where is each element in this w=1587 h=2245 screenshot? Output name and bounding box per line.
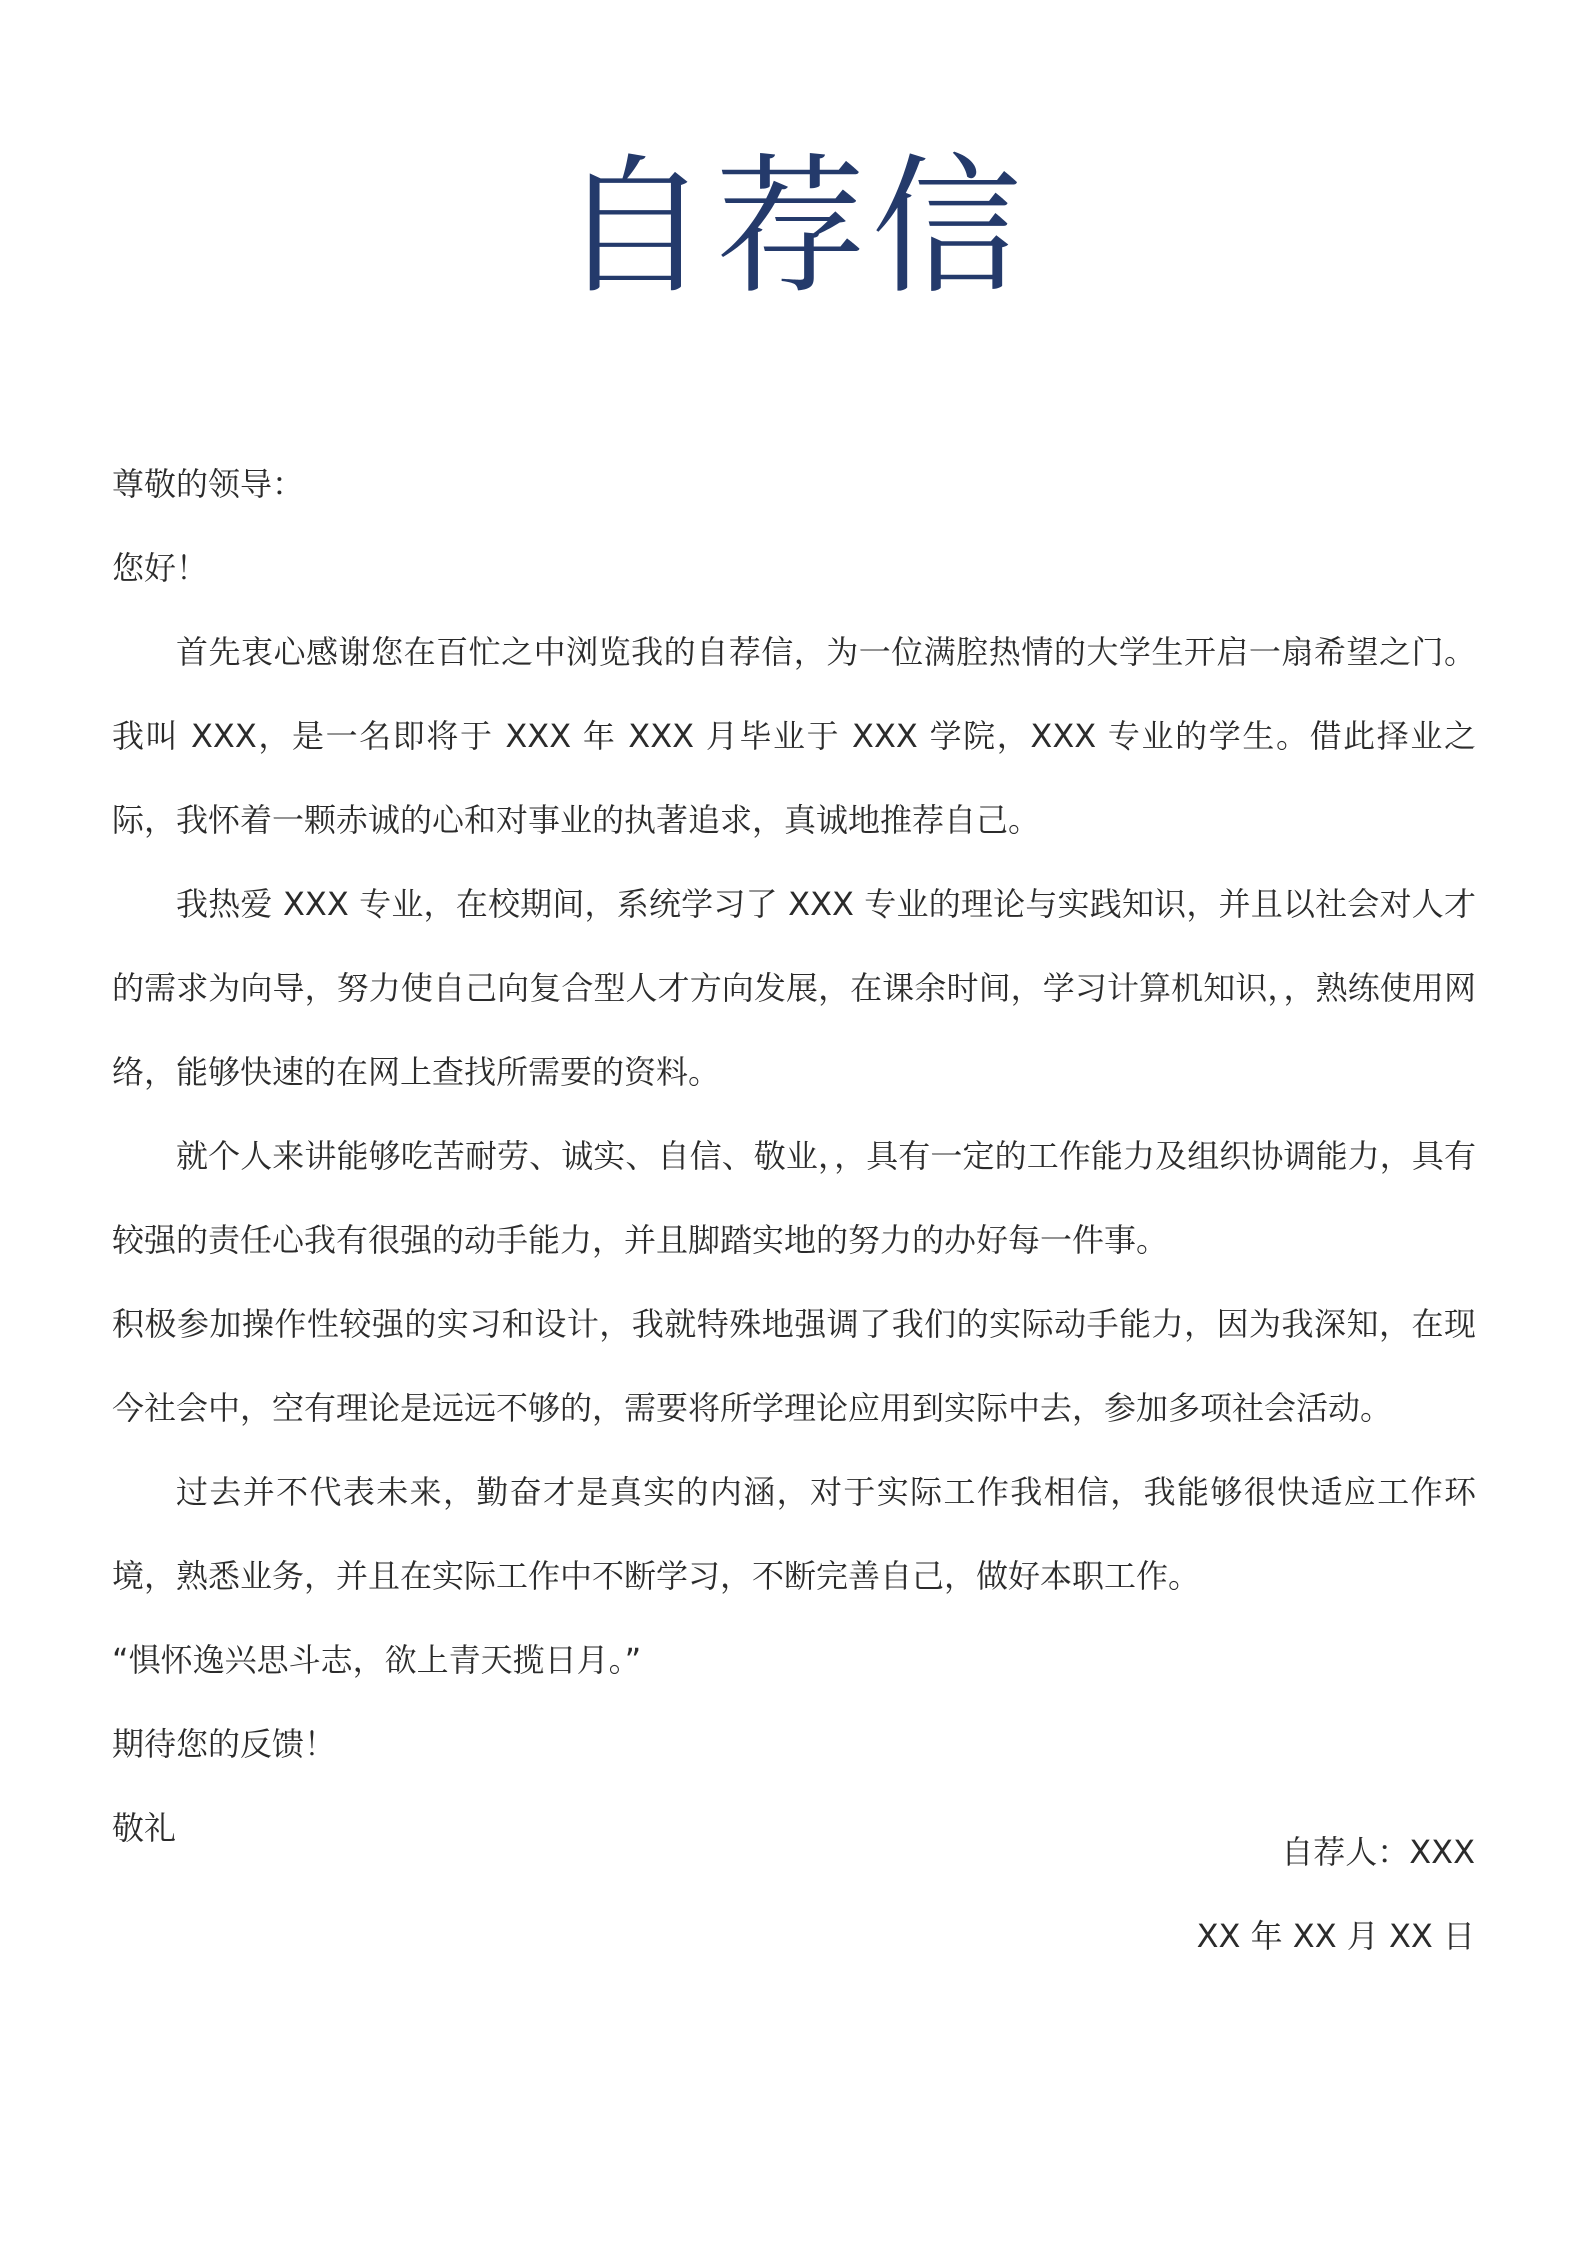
quote: “惧怀逸兴思斗志，欲上青天揽日月。”	[112, 1641, 642, 1679]
greeting: 您好！	[112, 549, 209, 587]
closing-regards: 敬礼	[112, 1809, 177, 1847]
date: XX 年 XX 月 XX 日	[1196, 1917, 1475, 1955]
paragraph: 首先衷心感谢您在百忙之中浏览我的自荐信，为一位满腔热情的大学生开启一扇希望之门。我叫 XXX，是一名即将于 XXX 年 XXX 月毕业于 XXX 学院，XXX 专业的学生。借此择业之际，我怀着一颗赤诚的心和对事业的执著追求，真诚地推荐自己。	[112, 633, 1476, 839]
salutation: 尊敬的领导：	[112, 465, 305, 503]
paragraph: 我热爱 XXX 专业，在校期间，系统学习了 XXX 专业的理论与实践知识，并且以社会对人才的需求为向导，努力使自己向复合型人才方向发展，在课余时间，学习计算机知识，，熟练使用网络，能够快速的在网上查找所需要的资料。	[112, 885, 1476, 1091]
signature-block	[875, 1810, 1475, 1978]
signer: 自荐人：XXX	[1281, 1833, 1475, 1871]
paragraph: 就个人来讲能够吃苦耐劳、诚实、自信、敬业，，具有一定的工作能力及组织协调能力，具有较强的责任心我有很强的动手能力，并且脚踏实地的努力的办好每一件事。	[112, 1137, 1476, 1259]
closing-line: 期待您的反馈！	[112, 1725, 337, 1763]
letter-body	[112, 442, 1476, 1870]
page-title: 自荐信	[559, 141, 1028, 315]
paragraph: 积极参加操作性较强的实习和设计，我就特殊地强调了我们的实际动手能力，因为我深知，在现今社会中，空有理论是远远不够的，需要将所学理论应用到实际中去，参加多项社会活动。	[112, 1305, 1476, 1427]
paragraph: 过去并不代表未来，勤奋才是真实的内涵，对于实际工作我相信，我能够很快适应工作环境，熟悉业务，并且在实际工作中不断学习，不断完善自己，做好本职工作。	[112, 1473, 1476, 1595]
